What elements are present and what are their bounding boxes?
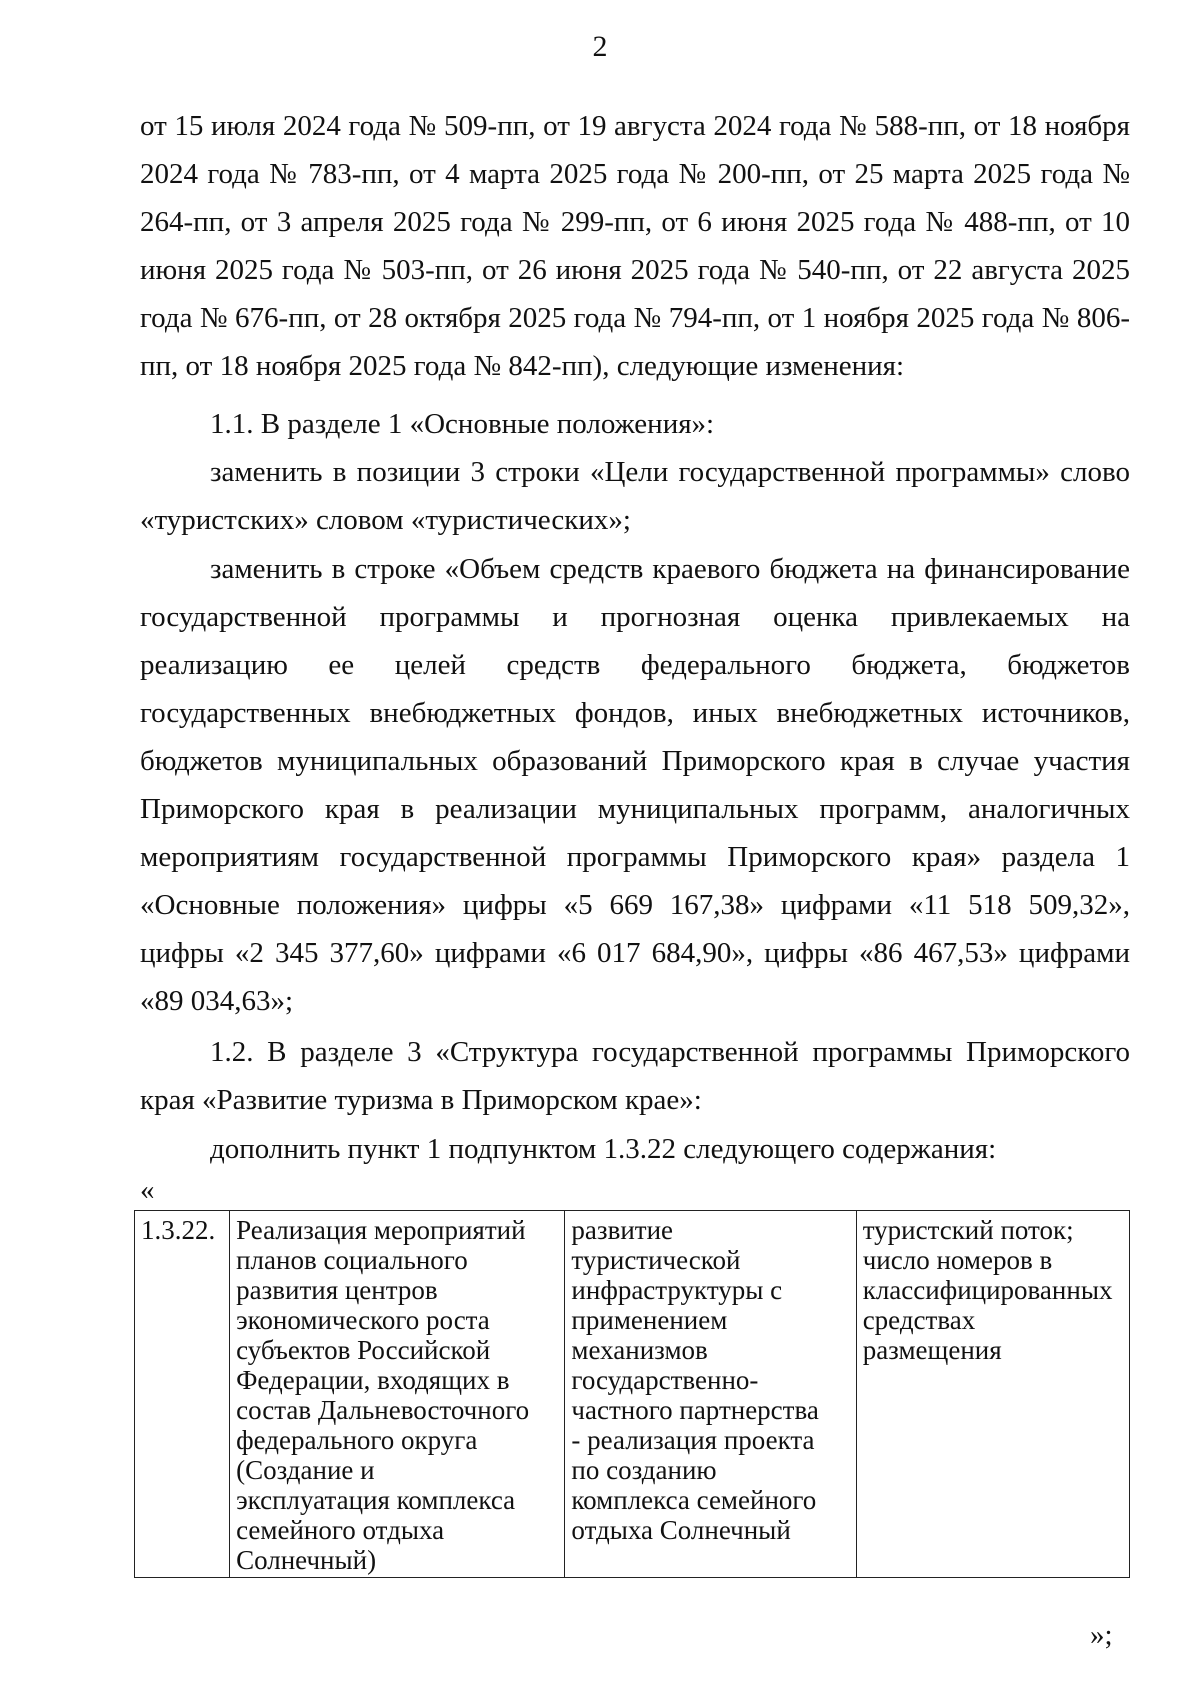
paragraph-add-subitem: дополнить пункт 1 подпунктом 1.3.22 следующего содержания:	[210, 1133, 997, 1165]
cell-text-line: экономического роста	[236, 1305, 490, 1335]
cell-text-line: отдыха Солнечный	[571, 1515, 791, 1545]
cell-text-line: Солнечный)	[236, 1545, 377, 1575]
cell-text-line: - реализация проекта	[571, 1425, 815, 1455]
cell-text-line: федерального округа	[236, 1425, 478, 1455]
cell-number: 1.3.22.	[135, 1211, 230, 1578]
cell-event	[230, 1211, 565, 1578]
cell-result	[565, 1211, 856, 1578]
cell-text-line: состав Дальневосточного	[236, 1395, 530, 1425]
cell-text-line: Реализация мероприятий	[236, 1215, 526, 1245]
cell-text-line: классифицированных	[862, 1275, 1113, 1305]
cell-indicator	[856, 1211, 1129, 1578]
cell-text-line: развитие	[571, 1215, 674, 1245]
paragraph-replace-budget: заменить в строке «Объем средств краевого бюджета на финансирование государственной программы и прогнозная оценка привлекаемых на реализацию ее целей средств федерального бюджета, бюджетов государственных внебюджетных фондов, иных внебюджетных источников, бюджетов муниципальных образований Приморского края в случае участия Приморского края в реализации муниципальных программ, аналогичных мероприятиям государственной программы Приморского края» раздела 1 «Основные положения» цифры «5 669 167,38» цифрами «11 518 509,32», цифры «2 345 377,60» цифрами «6 017 684,90», цифры «86 467,53» цифрами «89 034,63»;	[140, 553, 1130, 1017]
cell-text-line: Федерации, входящих в	[236, 1365, 510, 1395]
cell-text-line: (Создание и	[236, 1455, 375, 1485]
paragraph-item-1-1: 1.1. В разделе 1 «Основные положения»:	[210, 408, 715, 440]
cell-text-line: размещения	[862, 1335, 1002, 1365]
cell-text-line: субъектов Российской	[236, 1335, 491, 1365]
cell-text-line: развития центров	[236, 1275, 438, 1305]
closing-quote-mark: »;	[1090, 1619, 1113, 1651]
opening-quote-mark: «	[140, 1174, 155, 1206]
cell-text-line: по созданию	[571, 1455, 717, 1485]
page-number: 2	[592, 30, 608, 63]
paragraph-amendment-list: от 15 июля 2024 года № 509-пп, от 19 августа 2024 года № 588-пп, от 18 ноября 2024 года № 783-пп, от 4 марта 2025 года № 200-пп, от 25 марта 2025 года № 264-пп, от 3 апреля 2025 года № 299-пп, от 6 июня 2025 года № 488-пп, от 10 июня 2025 года № 503-пп, от 26 июня 2025 года № 540-пп, от 22 августа 2025 года № 676-пп, от 28 октября 2025 года № 794-пп, от 1 ноября 2025 года № 806-пп, от 18 ноября 2025 года № 842-пп), следующие изменения:	[140, 110, 1130, 382]
cell-text-line: семейного отдыха	[236, 1515, 445, 1545]
subitem-table	[134, 1210, 1130, 1578]
cell-text-line: число номеров в	[862, 1245, 1053, 1275]
cell-text-line: планов социального	[236, 1245, 468, 1275]
paragraph-replace-goal: заменить в позиции 3 строки «Цели государственной программы» слово «туристских» словом «туристических»;	[140, 456, 1130, 536]
cell-text-line: эксплуатация комплекса	[236, 1485, 516, 1515]
table-row	[135, 1211, 1130, 1578]
cell-text-line: туристической	[571, 1245, 741, 1275]
cell-text-line: туристский поток;	[862, 1215, 1074, 1245]
cell-text-line: частного партнерства	[571, 1395, 819, 1425]
cell-text-line: инфраструктуры с	[571, 1275, 783, 1305]
cell-text-line: комплекса семейного	[571, 1485, 817, 1515]
cell-text-line: применением	[571, 1305, 728, 1335]
cell-text-line: государственно-	[571, 1365, 759, 1395]
paragraph-item-1-2: 1.2. В разделе 3 «Структура государственной программы Приморского края «Развитие туризма в Приморском крае»:	[140, 1036, 1130, 1116]
cell-text-line: средствах	[862, 1305, 976, 1335]
cell-text-line: механизмов	[571, 1335, 708, 1365]
